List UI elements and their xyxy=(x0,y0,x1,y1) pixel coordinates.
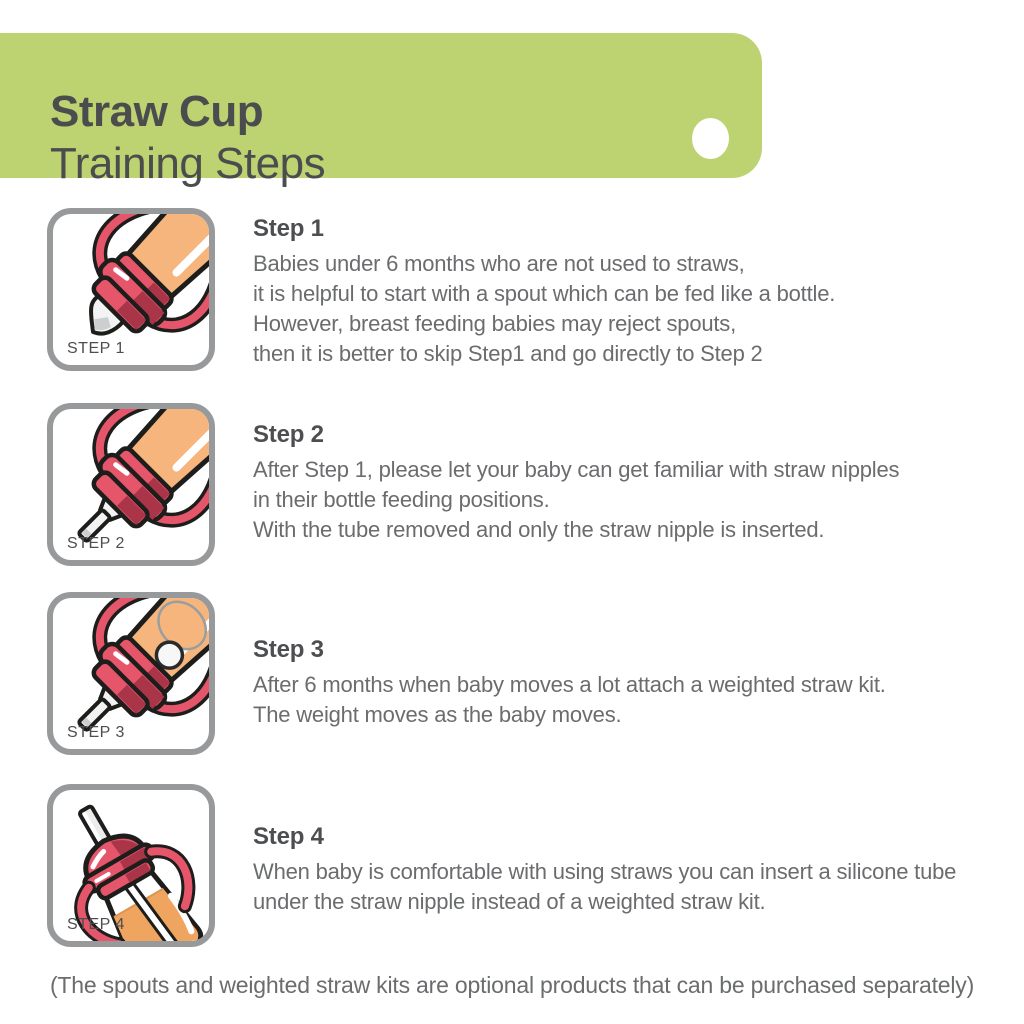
step1-box-label: STEP 1 xyxy=(67,340,125,357)
step1-line: However, breast feeding babies may reject spouts, xyxy=(253,311,737,336)
step4-figure-box xyxy=(47,784,215,947)
step2-box-label: STEP 2 xyxy=(67,535,125,552)
step4-line: When baby is comfortable with using straws you can insert a silicone tube xyxy=(253,859,957,884)
step2-line: After Step 1, please let your baby can get familiar with straw nipples xyxy=(253,457,900,482)
step4-text-block xyxy=(253,824,956,917)
step1-line: it is helpful to start with a spout which can be fed like a bottle. xyxy=(253,281,836,306)
step3-heading: Step 3 xyxy=(253,636,324,663)
step1-line: then it is better to skip Step1 and go directly to Step 2 xyxy=(253,341,763,366)
step2-text-block xyxy=(253,422,899,545)
page-title-line2: Training Steps xyxy=(50,139,326,188)
step2-heading: Step 2 xyxy=(253,421,324,448)
step1-text-block xyxy=(253,216,835,369)
step3-line: The weight moves as the baby moves. xyxy=(253,702,622,727)
step1-heading: Step 1 xyxy=(253,215,324,242)
step4-heading: Step 4 xyxy=(253,823,324,850)
page-title xyxy=(50,86,325,190)
step3-line: After 6 months when baby moves a lot attach a weighted straw kit. xyxy=(253,672,886,697)
step4-box-label: STEP 4 xyxy=(67,916,125,933)
step3-box-label: STEP 3 xyxy=(67,724,125,741)
step4-line: under the straw nipple instead of a weighted straw kit. xyxy=(253,889,766,914)
step2-line: in their bottle feeding positions. xyxy=(253,487,550,512)
header-banner xyxy=(0,33,762,188)
punch-hole-circle xyxy=(692,118,729,159)
footer-note: (The spouts and weighted straw kits are optional products that can be purchased separately) xyxy=(49,972,975,998)
step1-line: Babies under 6 months who are not used to straws, xyxy=(253,251,745,276)
step3-figure-box xyxy=(47,592,215,755)
step1-figure-box xyxy=(47,208,215,371)
step2-figure-box xyxy=(47,403,215,566)
page-title-line1: Straw Cup xyxy=(50,87,264,136)
step3-text-block xyxy=(253,637,886,730)
step2-line: With the tube removed and only the straw nipple is inserted. xyxy=(253,517,825,542)
